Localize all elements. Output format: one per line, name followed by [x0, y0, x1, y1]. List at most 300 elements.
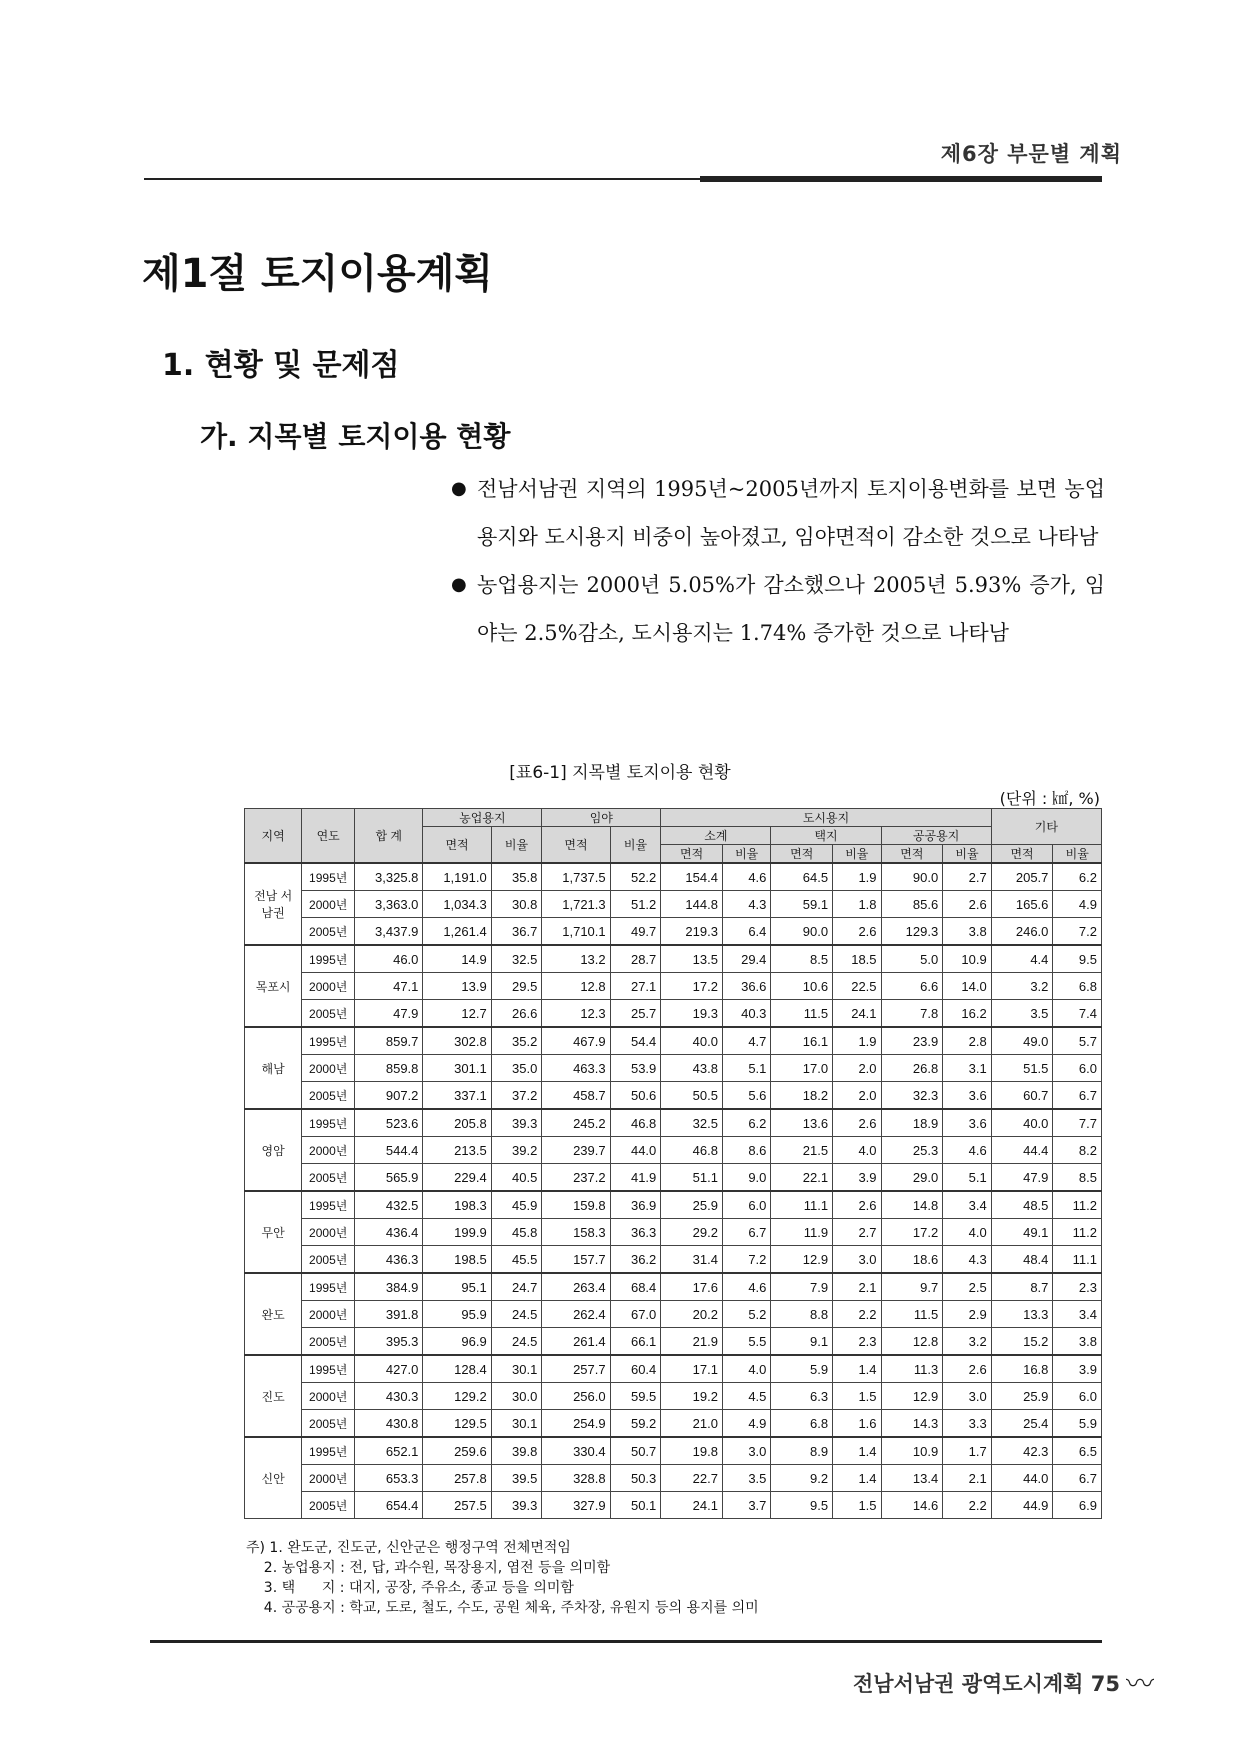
year-cell: 1995년	[302, 1355, 355, 1383]
value-cell: 652.1	[355, 1437, 423, 1465]
value-cell: 907.2	[355, 1082, 423, 1110]
value-cell: 90.0	[881, 863, 943, 891]
footer-text: 전남서남권 광역도시계획 75	[853, 1672, 1120, 1696]
table-row	[245, 1301, 1102, 1328]
value-cell: 11.2	[1053, 1191, 1102, 1219]
header-ratio: 비율	[833, 845, 881, 864]
value-cell: 4.4	[991, 945, 1053, 973]
value-cell: 6.7	[1053, 1465, 1102, 1492]
value-cell: 859.8	[355, 1055, 423, 1082]
header-area: 면적	[771, 845, 833, 864]
value-cell: 565.9	[355, 1164, 423, 1192]
value-cell: 5.7	[1053, 1027, 1102, 1055]
value-cell: 60.7	[991, 1082, 1053, 1110]
value-cell: 8.5	[1053, 1164, 1102, 1192]
value-cell: 1,191.0	[423, 863, 491, 891]
value-cell: 39.5	[491, 1465, 542, 1492]
value-cell: 11.9	[771, 1219, 833, 1246]
value-cell: 7.7	[1053, 1109, 1102, 1137]
value-cell: 45.8	[491, 1219, 542, 1246]
value-cell: 40.5	[491, 1164, 542, 1192]
subsection-title: 1. 현황 및 문제점	[162, 348, 400, 383]
value-cell: 59.1	[771, 891, 833, 918]
header-other-ratio: 비율	[1053, 845, 1102, 864]
value-cell: 239.7	[542, 1137, 610, 1164]
value-cell: 6.4	[722, 918, 770, 946]
year-cell: 2000년	[302, 1137, 355, 1164]
value-cell: 28.7	[610, 945, 661, 973]
value-cell: 24.7	[491, 1273, 542, 1301]
value-cell: 50.1	[610, 1492, 661, 1519]
value-cell: 3.1	[943, 1055, 992, 1082]
value-cell: 3.5	[991, 1000, 1053, 1028]
value-cell: 48.5	[991, 1191, 1053, 1219]
value-cell: 9.5	[1053, 945, 1102, 973]
value-cell: 11.1	[1053, 1246, 1102, 1274]
value-cell: 13.3	[991, 1301, 1053, 1328]
value-cell: 13.6	[771, 1109, 833, 1137]
value-cell: 219.3	[661, 918, 723, 946]
value-cell: 2.3	[833, 1328, 881, 1356]
header-forest-ratio: 비율	[610, 827, 661, 864]
value-cell: 165.6	[991, 891, 1053, 918]
value-cell: 4.6	[943, 1137, 992, 1164]
value-cell: 20.2	[661, 1301, 723, 1328]
value-cell: 6.7	[722, 1219, 770, 1246]
table-notes	[246, 1538, 759, 1618]
value-cell: 3,437.9	[355, 918, 423, 946]
value-cell: 49.1	[991, 1219, 1053, 1246]
value-cell: 10.9	[881, 1437, 943, 1465]
value-cell: 159.8	[542, 1191, 610, 1219]
value-cell: 44.0	[991, 1465, 1053, 1492]
year-cell: 2000년	[302, 1055, 355, 1082]
value-cell: 22.1	[771, 1164, 833, 1192]
value-cell: 40.3	[722, 1000, 770, 1028]
value-cell: 4.9	[722, 1410, 770, 1438]
value-cell: 12.3	[542, 1000, 610, 1028]
value-cell: 8.8	[771, 1301, 833, 1328]
subsubsection-title: 가. 지목별 토지이용 현황	[200, 420, 511, 453]
value-cell: 8.6	[722, 1137, 770, 1164]
value-cell: 7.4	[1053, 1000, 1102, 1028]
value-cell: 157.7	[542, 1246, 610, 1274]
value-cell: 29.2	[661, 1219, 723, 1246]
value-cell: 3,325.8	[355, 863, 423, 891]
value-cell: 199.9	[423, 1219, 491, 1246]
year-cell: 2000년	[302, 1383, 355, 1410]
year-cell: 2005년	[302, 1082, 355, 1110]
table-body	[245, 863, 1102, 1519]
value-cell: 129.2	[423, 1383, 491, 1410]
value-cell: 19.2	[661, 1383, 723, 1410]
value-cell: 1.5	[833, 1492, 881, 1519]
year-cell: 2005년	[302, 1328, 355, 1356]
value-cell: 66.1	[610, 1328, 661, 1356]
value-cell: 18.5	[833, 945, 881, 973]
header-ratio: 비율	[943, 845, 992, 864]
value-cell: 59.5	[610, 1383, 661, 1410]
table-row	[245, 1492, 1102, 1519]
table-row	[245, 1000, 1102, 1028]
table-row	[245, 973, 1102, 1000]
note-line: 주) 1. 완도군, 진도군, 신안군은 행정구역 전체면적임	[246, 1540, 571, 1556]
value-cell: 47.9	[355, 1000, 423, 1028]
value-cell: 17.6	[661, 1273, 723, 1301]
header-area: 면적	[881, 845, 943, 864]
value-cell: 32.3	[881, 1082, 943, 1110]
bullet-dot-icon: ●	[451, 574, 467, 595]
value-cell: 2.5	[943, 1273, 992, 1301]
value-cell: 2.6	[833, 1109, 881, 1137]
header-agri-area: 면적	[423, 827, 491, 864]
value-cell: 458.7	[542, 1082, 610, 1110]
value-cell: 6.5	[1053, 1437, 1102, 1465]
value-cell: 2.3	[1053, 1273, 1102, 1301]
value-cell: 1.5	[833, 1383, 881, 1410]
value-cell: 16.8	[991, 1355, 1053, 1383]
value-cell: 12.8	[881, 1328, 943, 1356]
value-cell: 4.9	[1053, 891, 1102, 918]
table-row	[245, 1328, 1102, 1356]
value-cell: 35.2	[491, 1027, 542, 1055]
value-cell: 52.2	[610, 863, 661, 891]
value-cell: 85.6	[881, 891, 943, 918]
value-cell: 47.1	[355, 973, 423, 1000]
value-cell: 4.3	[722, 891, 770, 918]
value-cell: 59.2	[610, 1410, 661, 1438]
note-line: 2. 농업용지 : 전, 답, 과수원, 목장용지, 염전 등을 의미함	[246, 1560, 611, 1576]
table-row	[245, 891, 1102, 918]
value-cell: 3.8	[1053, 1328, 1102, 1356]
header-housing: 택지	[771, 827, 881, 845]
value-cell: 12.8	[542, 973, 610, 1000]
value-cell: 14.0	[943, 973, 992, 1000]
value-cell: 6.2	[1053, 863, 1102, 891]
bullet-text: 농업용지는 2000년 5.05%가 감소했으나 2005년 5.93% 증가, 임야는 2.5%감소, 도시용지는 1.74% 증가한 것으로 나타남	[477, 573, 1105, 645]
note-line: 4. 공공용지 : 학교, 도로, 철도, 수도, 공원 체육, 주차장, 유원지 등의 용지를 의미	[246, 1600, 759, 1616]
value-cell: 544.4	[355, 1137, 423, 1164]
value-cell: 44.0	[610, 1137, 661, 1164]
value-cell: 18.6	[881, 1246, 943, 1274]
value-cell: 1,261.4	[423, 918, 491, 946]
table-row	[245, 1164, 1102, 1192]
value-cell: 229.4	[423, 1164, 491, 1192]
value-cell: 17.0	[771, 1055, 833, 1082]
value-cell: 4.6	[722, 863, 770, 891]
value-cell: 129.3	[881, 918, 943, 946]
value-cell: 9.5	[771, 1492, 833, 1519]
value-cell: 15.2	[991, 1328, 1053, 1356]
value-cell: 35.0	[491, 1055, 542, 1082]
value-cell: 13.9	[423, 973, 491, 1000]
table-unit: (단위 : ㎢, %)	[999, 789, 1100, 808]
value-cell: 2.2	[943, 1492, 992, 1519]
value-cell: 246.0	[991, 918, 1053, 946]
value-cell: 2.6	[943, 1355, 992, 1383]
table-row	[245, 1355, 1102, 1383]
header-region: 지역	[245, 809, 302, 864]
value-cell: 254.9	[542, 1410, 610, 1438]
value-cell: 25.3	[881, 1137, 943, 1164]
value-cell: 4.6	[722, 1273, 770, 1301]
value-cell: 1.4	[833, 1437, 881, 1465]
value-cell: 1,034.3	[423, 891, 491, 918]
value-cell: 3.0	[722, 1437, 770, 1465]
value-cell: 35.8	[491, 863, 542, 891]
value-cell: 436.4	[355, 1219, 423, 1246]
section-title: 제1절 토지이용계획	[142, 251, 493, 297]
value-cell: 128.4	[423, 1355, 491, 1383]
value-cell: 1.9	[833, 863, 881, 891]
value-cell: 11.5	[881, 1301, 943, 1328]
value-cell: 2.2	[833, 1301, 881, 1328]
value-cell: 10.9	[943, 945, 992, 973]
region-cell: 완도	[245, 1273, 302, 1355]
value-cell: 3.2	[943, 1328, 992, 1356]
value-cell: 24.5	[491, 1301, 542, 1328]
table-row	[245, 1410, 1102, 1438]
value-cell: 3.2	[991, 973, 1053, 1000]
value-cell: 4.0	[833, 1137, 881, 1164]
table-row	[245, 1383, 1102, 1410]
value-cell: 1.9	[833, 1027, 881, 1055]
year-cell: 2000년	[302, 1219, 355, 1246]
table-row	[245, 1109, 1102, 1137]
value-cell: 6.8	[771, 1410, 833, 1438]
value-cell: 53.9	[610, 1055, 661, 1082]
value-cell: 5.9	[1053, 1410, 1102, 1438]
value-cell: 2.1	[833, 1273, 881, 1301]
value-cell: 1,721.3	[542, 891, 610, 918]
header-agri: 농업용지	[423, 809, 542, 827]
value-cell: 3.5	[722, 1465, 770, 1492]
value-cell: 51.1	[661, 1164, 723, 1192]
header-total: 합 계	[355, 809, 423, 864]
year-cell: 2000년	[302, 1465, 355, 1492]
value-cell: 302.8	[423, 1027, 491, 1055]
header-public: 공공용지	[881, 827, 991, 845]
table-row	[245, 1437, 1102, 1465]
value-cell: 14.3	[881, 1410, 943, 1438]
value-cell: 2.9	[943, 1301, 992, 1328]
value-cell: 263.4	[542, 1273, 610, 1301]
value-cell: 12.9	[771, 1246, 833, 1274]
value-cell: 3.6	[943, 1082, 992, 1110]
value-cell: 3.4	[943, 1191, 992, 1219]
value-cell: 6.8	[1053, 973, 1102, 1000]
value-cell: 2.1	[943, 1465, 992, 1492]
header-forest-area: 면적	[542, 827, 610, 864]
value-cell: 45.5	[491, 1246, 542, 1274]
value-cell: 11.3	[881, 1355, 943, 1383]
bullet-list	[451, 465, 1105, 657]
year-cell: 2005년	[302, 1492, 355, 1519]
value-cell: 2.6	[833, 918, 881, 946]
value-cell: 198.3	[423, 1191, 491, 1219]
value-cell: 44.9	[991, 1492, 1053, 1519]
value-cell: 3.9	[1053, 1355, 1102, 1383]
value-cell: 327.9	[542, 1492, 610, 1519]
value-cell: 24.1	[661, 1492, 723, 1519]
value-cell: 95.9	[423, 1301, 491, 1328]
value-cell: 7.2	[1053, 918, 1102, 946]
value-cell: 47.9	[991, 1164, 1053, 1192]
value-cell: 213.5	[423, 1137, 491, 1164]
value-cell: 32.5	[491, 945, 542, 973]
header-subtotal: 소계	[661, 827, 771, 845]
value-cell: 158.3	[542, 1219, 610, 1246]
value-cell: 6.0	[1053, 1383, 1102, 1410]
table-row	[245, 1137, 1102, 1164]
note-line: 3. 택 지 : 대지, 공장, 주유소, 종교 등을 의미함	[246, 1580, 574, 1596]
value-cell: 7.9	[771, 1273, 833, 1301]
value-cell: 50.7	[610, 1437, 661, 1465]
value-cell: 54.4	[610, 1027, 661, 1055]
value-cell: 46.8	[661, 1137, 723, 1164]
table-caption: [표6-1] 지목별 토지이용 현황	[509, 763, 731, 783]
bullet-dot-icon: ●	[451, 478, 467, 499]
table-row	[245, 1273, 1102, 1301]
value-cell: 36.6	[722, 973, 770, 1000]
value-cell: 11.5	[771, 1000, 833, 1028]
table-row	[245, 1027, 1102, 1055]
value-cell: 8.5	[771, 945, 833, 973]
value-cell: 328.8	[542, 1465, 610, 1492]
value-cell: 1,737.5	[542, 863, 610, 891]
table-row	[245, 918, 1102, 946]
year-cell: 1995년	[302, 1273, 355, 1301]
value-cell: 430.3	[355, 1383, 423, 1410]
value-cell: 30.1	[491, 1355, 542, 1383]
value-cell: 12.9	[881, 1383, 943, 1410]
value-cell: 1.7	[943, 1437, 992, 1465]
header-year: 연도	[302, 809, 355, 864]
value-cell: 11.2	[1053, 1219, 1102, 1246]
table-row	[245, 1191, 1102, 1219]
value-cell: 24.1	[833, 1000, 881, 1028]
value-cell: 29.5	[491, 973, 542, 1000]
value-cell: 21.0	[661, 1410, 723, 1438]
land-use-table-wrap	[244, 808, 1102, 1519]
value-cell: 654.4	[355, 1492, 423, 1519]
value-cell: 49.7	[610, 918, 661, 946]
value-cell: 8.2	[1053, 1137, 1102, 1164]
value-cell: 17.1	[661, 1355, 723, 1383]
value-cell: 6.0	[722, 1191, 770, 1219]
year-cell: 2005년	[302, 1164, 355, 1192]
value-cell: 27.1	[610, 973, 661, 1000]
header-forest: 임야	[542, 809, 661, 827]
table-row	[245, 1465, 1102, 1492]
value-cell: 205.7	[991, 863, 1053, 891]
value-cell: 330.4	[542, 1437, 610, 1465]
value-cell: 22.7	[661, 1465, 723, 1492]
value-cell: 29.4	[722, 945, 770, 973]
value-cell: 9.2	[771, 1465, 833, 1492]
value-cell: 436.3	[355, 1246, 423, 1274]
value-cell: 3.6	[943, 1109, 992, 1137]
value-cell: 301.1	[423, 1055, 491, 1082]
value-cell: 337.1	[423, 1082, 491, 1110]
year-cell: 2005년	[302, 1246, 355, 1274]
value-cell: 51.2	[610, 891, 661, 918]
value-cell: 129.5	[423, 1410, 491, 1438]
value-cell: 32.5	[661, 1109, 723, 1137]
value-cell: 3.4	[1053, 1301, 1102, 1328]
wave-logo-icon: 〰	[1125, 1667, 1154, 1700]
value-cell: 96.9	[423, 1328, 491, 1356]
value-cell: 13.2	[542, 945, 610, 973]
footer-rule	[150, 1640, 1102, 1643]
year-cell: 2000년	[302, 891, 355, 918]
value-cell: 50.6	[610, 1082, 661, 1110]
value-cell: 5.2	[722, 1301, 770, 1328]
value-cell: 256.0	[542, 1383, 610, 1410]
table-row	[245, 1082, 1102, 1110]
value-cell: 43.8	[661, 1055, 723, 1082]
value-cell: 5.9	[771, 1355, 833, 1383]
value-cell: 11.1	[771, 1191, 833, 1219]
value-cell: 3.8	[943, 918, 992, 946]
value-cell: 3.7	[722, 1492, 770, 1519]
value-cell: 7.2	[722, 1246, 770, 1274]
bullet-item	[451, 561, 1105, 657]
header-other-area: 면적	[991, 845, 1053, 864]
region-cell: 해남	[245, 1027, 302, 1109]
header-urban: 도시용지	[661, 809, 991, 827]
value-cell: 3.0	[833, 1246, 881, 1274]
value-cell: 42.3	[991, 1437, 1053, 1465]
value-cell: 18.2	[771, 1082, 833, 1110]
value-cell: 463.3	[542, 1055, 610, 1082]
table-row	[245, 1246, 1102, 1274]
value-cell: 37.2	[491, 1082, 542, 1110]
value-cell: 41.9	[610, 1164, 661, 1192]
value-cell: 5.0	[881, 945, 943, 973]
value-cell: 48.4	[991, 1246, 1053, 1274]
value-cell: 13.4	[881, 1465, 943, 1492]
value-cell: 30.0	[491, 1383, 542, 1410]
value-cell: 2.0	[833, 1082, 881, 1110]
value-cell: 395.3	[355, 1328, 423, 1356]
value-cell: 14.9	[423, 945, 491, 973]
table-row	[245, 945, 1102, 973]
value-cell: 36.9	[610, 1191, 661, 1219]
bullet-item	[451, 465, 1105, 561]
value-cell: 12.7	[423, 1000, 491, 1028]
value-cell: 5.6	[722, 1082, 770, 1110]
value-cell: 1.8	[833, 891, 881, 918]
value-cell: 6.9	[1053, 1492, 1102, 1519]
value-cell: 21.9	[661, 1328, 723, 1356]
value-cell: 19.8	[661, 1437, 723, 1465]
region-cell: 목포시	[245, 945, 302, 1027]
value-cell: 17.2	[661, 973, 723, 1000]
value-cell: 22.5	[833, 973, 881, 1000]
value-cell: 859.7	[355, 1027, 423, 1055]
value-cell: 6.0	[1053, 1055, 1102, 1082]
value-cell: 467.9	[542, 1027, 610, 1055]
value-cell: 39.3	[491, 1492, 542, 1519]
value-cell: 90.0	[771, 918, 833, 946]
value-cell: 45.9	[491, 1191, 542, 1219]
value-cell: 95.1	[423, 1273, 491, 1301]
value-cell: 4.0	[722, 1355, 770, 1383]
value-cell: 4.5	[722, 1383, 770, 1410]
value-cell: 64.5	[771, 863, 833, 891]
value-cell: 6.2	[722, 1109, 770, 1137]
